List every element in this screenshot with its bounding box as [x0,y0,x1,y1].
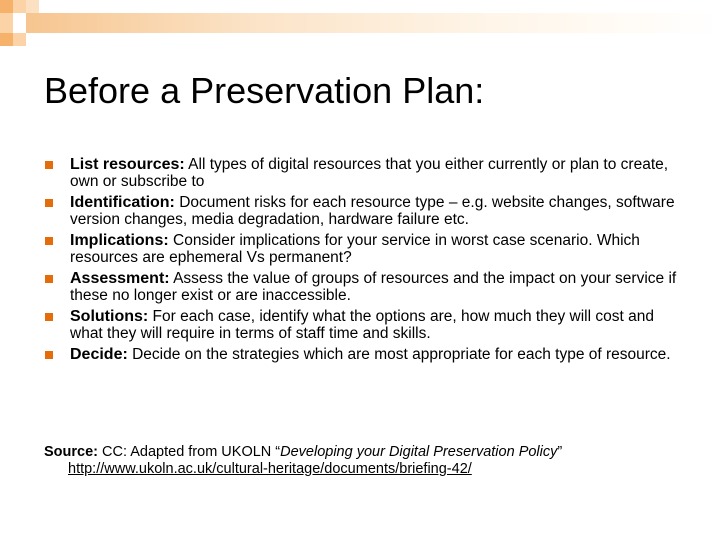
bullet-square-icon [45,351,53,359]
source-citation [44,444,684,478]
bullet-list [44,156,684,367]
bullet-heading: List resources: [70,156,185,173]
slide-title: Before a Preservation Plan: [44,70,485,111]
bullet-solutions [44,308,684,342]
bullet-text: Document risks for each resource type – e.g. website changes, software version changes, media degradation, hardware failure etc. [70,194,675,228]
bullet-square-icon [45,161,53,169]
bullet-text: All types of digital resources that you either currently or plan to create, own or subscribe to [70,156,669,190]
header-gradient-bar [0,13,720,33]
source-prefix: CC: Adapted from UKOLN “ [102,444,281,460]
bullet-text: Consider implications for your service in worst case scenario. Which resources are ephemeral Vs permanent? [70,232,640,266]
bullet-text: Assess the value of groups of resources and the impact on your service if these no longer exist or are inaccessible. [70,270,677,304]
decorative-square [0,33,13,46]
decorative-square [13,13,26,33]
bullet-text: Decide on the strategies which are most appropriate for each type of resource. [132,346,671,363]
bullet-square-icon [45,313,53,321]
source-title: Developing your Digital Preservation Policy [280,444,558,460]
bullet-square-icon [45,199,53,207]
bullet-identification [44,194,684,228]
decorative-square [13,0,26,13]
bullet-assessment [44,270,684,304]
decorative-square [0,13,13,33]
decorative-square [26,0,39,13]
source-suffix: ” [557,444,563,460]
bullet-square-icon [45,275,53,283]
bullet-square-icon [45,237,53,245]
bullet-heading: Assessment: [70,270,170,287]
bullet-heading: Solutions: [70,308,149,325]
bullet-implications [44,232,684,266]
source-link[interactable]: http://www.ukoln.ac.uk/cultural-heritage/documents/briefing-42/ [68,461,472,477]
bullet-heading: Decide: [70,346,128,363]
decorative-square [0,0,13,13]
bullet-list-resources [44,156,684,190]
bullet-heading: Implications: [70,232,169,249]
source-label: Source: [44,444,98,460]
bullet-text: For each case, identify what the options are, how much they will cost and what they will require in terms of staff time and skills. [70,308,654,342]
bullet-heading: Identification: [70,194,175,211]
bullet-decide [44,346,684,363]
decorative-square [13,33,26,46]
